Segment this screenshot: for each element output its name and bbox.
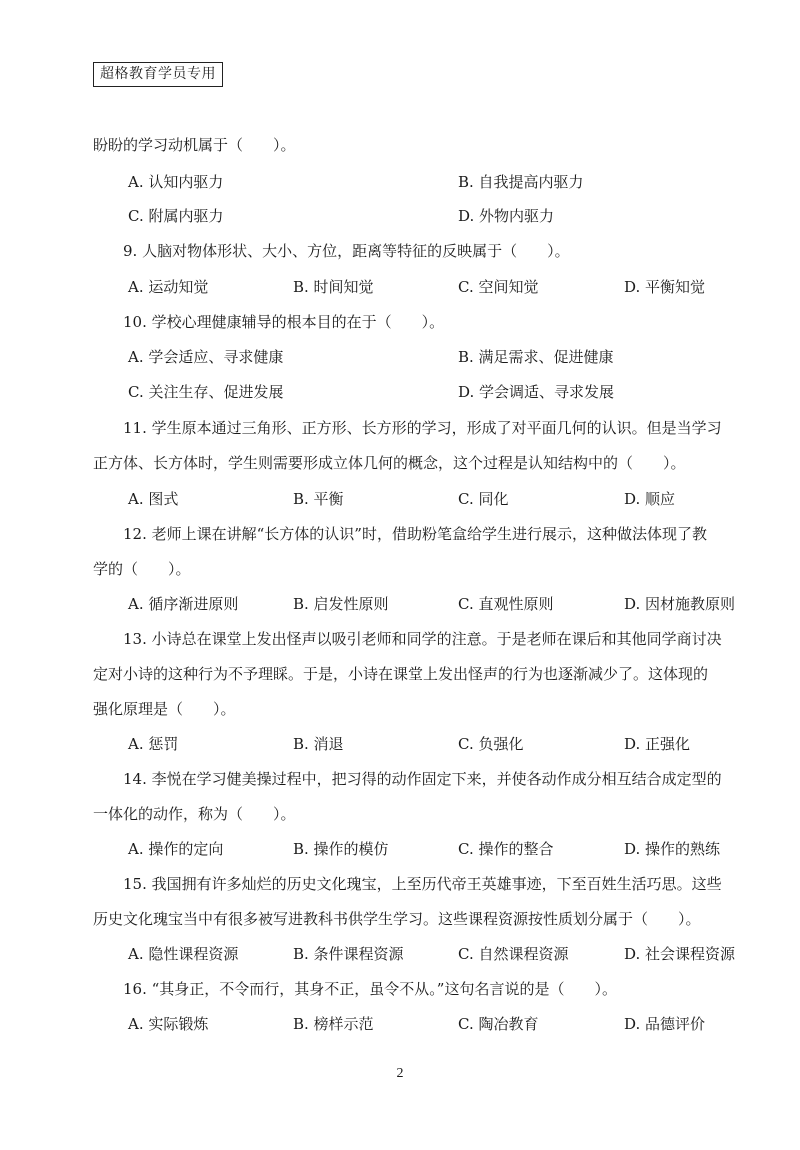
q8-option-a: A. 认知内驱力 [128, 173, 224, 191]
q15-option-d: D. 社会课程资源 [624, 945, 736, 963]
question-10-text: 10. 学校心理健康辅导的根本目的在于（ ）。 [123, 313, 445, 331]
header-label: 超格教育学员专用 [93, 62, 223, 87]
question-13-text-line3: 强化原理是（ ）。 [93, 700, 236, 718]
question-13-text-line1: 13. 小诗总在课堂上发出怪声以吸引老师和同学的注意。于是老师在课后和其他同学商讨决 [123, 630, 722, 648]
q8-option-d: D. 外物内驱力 [458, 207, 555, 225]
question-15-text-line1: 15. 我国拥有许多灿烂的历史文化瑰宝，上至历代帝王英雄事迹，下至百姓生活巧思。这些 [123, 875, 722, 893]
q16-option-b: B. 榜样示范 [293, 1015, 374, 1033]
question-8-text: 盼盼的学习动机属于（ ）。 [93, 136, 296, 154]
q12-option-a: A. 循序渐进原则 [128, 595, 239, 613]
question-11-text-line2: 正方体、长方体时，学生则需要形成立体几何的概念，这个过程是认知结构中的（ ）。 [93, 454, 686, 472]
q16-option-a: A. 实际锻炼 [128, 1015, 209, 1033]
q14-option-c: C. 操作的整合 [458, 840, 554, 858]
q13-option-b: B. 消退 [293, 735, 344, 753]
question-12-text-line2: 学的（ ）。 [93, 560, 191, 578]
q10-option-c: C. 关注生存、促进发展 [128, 383, 284, 401]
q11-option-d: D. 顺应 [624, 490, 676, 508]
question-16-text: 16. “其身正，不令而行，其身不正，虽令不从。”这句名言说的是（ ）。 [123, 980, 617, 998]
q12-option-d: D. 因材施教原则 [624, 595, 736, 613]
q11-option-a: A. 图式 [128, 490, 179, 508]
q10-option-b: B. 满足需求、促进健康 [458, 348, 614, 366]
q15-option-c: C. 自然课程资源 [458, 945, 569, 963]
q9-option-d: D. 平衡知觉 [624, 278, 706, 296]
q9-option-c: C. 空间知觉 [458, 278, 539, 296]
q15-option-b: B. 条件课程资源 [293, 945, 404, 963]
question-13-text-line2: 定对小诗的这种行为不予理睬。于是，小诗在课堂上发出怪声的行为也逐渐减少了。这体现的 [93, 665, 709, 683]
q14-option-d: D. 操作的熟练 [624, 840, 721, 858]
question-12-text-line1: 12. 老师上课在讲解“长方体的认识”时，借助粉笔盒给学生进行展示，这种做法体现了教 [123, 525, 707, 543]
q9-option-b: B. 时间知觉 [293, 278, 374, 296]
q16-option-c: C. 陶冶教育 [458, 1015, 539, 1033]
question-14-text-line2: 一体化的动作，称为（ ）。 [93, 805, 296, 823]
question-14-text-line1: 14. 李悦在学习健美操过程中，把习得的动作固定下来，并使各动作成分相互结合成定型的 [123, 770, 722, 788]
page-number: 2 [396, 1066, 404, 1081]
q10-option-a: A. 学会适应、寻求健康 [128, 348, 284, 366]
q13-option-c: C. 负强化 [458, 735, 524, 753]
q15-option-a: A. 隐性课程资源 [128, 945, 239, 963]
q10-option-d: D. 学会调适、寻求发展 [458, 383, 615, 401]
q9-option-a: A. 运动知觉 [128, 278, 209, 296]
question-15-text-line2: 历史文化瑰宝当中有很多被写进教科书供学生学习。这些课程资源按性质划分属于（ ）。 [93, 910, 701, 928]
q14-option-b: B. 操作的模仿 [293, 840, 389, 858]
q12-option-c: C. 直观性原则 [458, 595, 554, 613]
q12-option-b: B. 启发性原则 [293, 595, 389, 613]
question-11-text-line1: 11. 学生原本通过三角形、正方形、长方形的学习，形成了对平面几何的认识。但是当学习 [123, 419, 722, 437]
q8-option-b: B. 自我提高内驱力 [458, 173, 584, 191]
q11-option-c: C. 同化 [458, 490, 509, 508]
q8-option-c: C. 附属内驱力 [128, 207, 224, 225]
q13-option-a: A. 惩罚 [128, 735, 179, 753]
q16-option-d: D. 品德评价 [624, 1015, 706, 1033]
q13-option-d: D. 正强化 [624, 735, 691, 753]
q11-option-b: B. 平衡 [293, 490, 344, 508]
q14-option-a: A. 操作的定向 [128, 840, 224, 858]
question-9-text: 9. 人脑对物体形状、大小、方位，距离等特征的反映属于（ ）。 [123, 242, 570, 260]
